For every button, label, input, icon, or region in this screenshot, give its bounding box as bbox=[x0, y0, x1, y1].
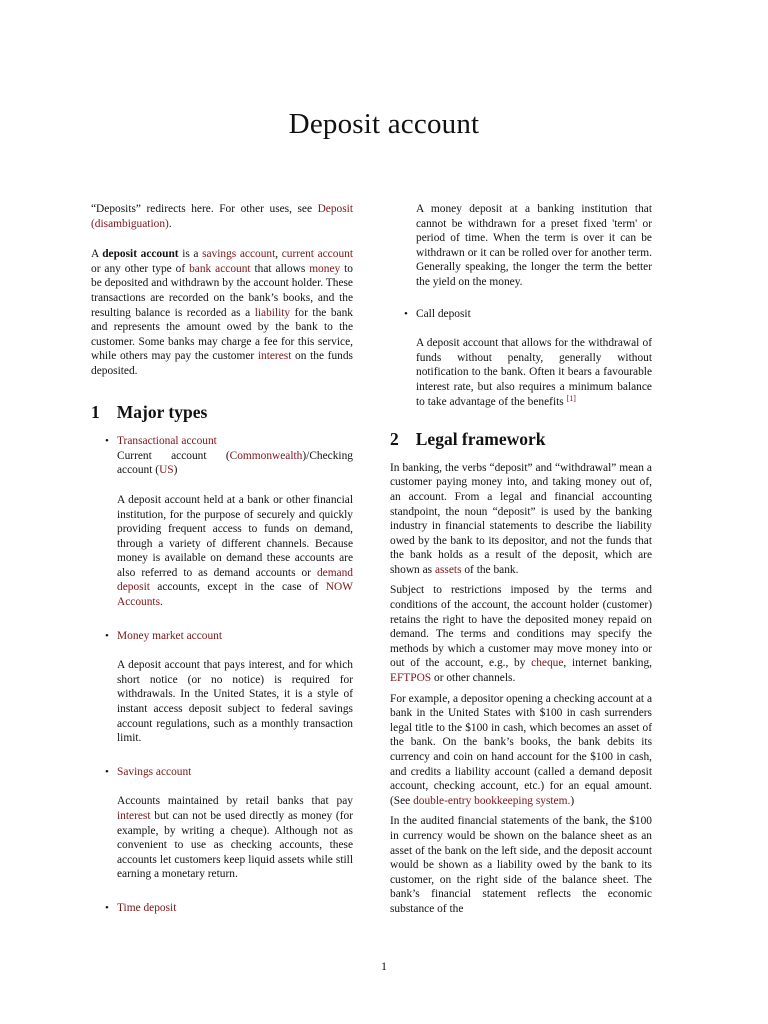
savings-description bbox=[117, 794, 353, 882]
legal-paragraph-3 bbox=[390, 692, 652, 809]
intro-text: is a bbox=[178, 248, 203, 261]
hatnote bbox=[91, 202, 353, 231]
commonwealth-link[interactable]: Commonwealth bbox=[229, 449, 303, 462]
money-link[interactable]: money bbox=[309, 262, 341, 275]
bullet-icon: • bbox=[105, 629, 109, 642]
description-text: Accounts maintained by retail banks that pay bbox=[117, 795, 353, 808]
intro-text: for the bank and represents the amount owed by the bank to the customer. Some banks may charge a fee for this service, while others may pay the customer bbox=[91, 306, 353, 363]
intro-text: A bbox=[91, 248, 103, 261]
us-link[interactable]: US bbox=[159, 464, 174, 477]
list-item-text: Current account ( bbox=[117, 449, 230, 462]
list-item-body bbox=[117, 765, 353, 780]
list-item bbox=[91, 765, 353, 780]
description-text: . bbox=[160, 596, 163, 609]
section-title: Major types bbox=[116, 401, 208, 422]
current-account-link[interactable]: current account bbox=[281, 248, 353, 261]
paragraph-text: or other channels. bbox=[431, 672, 516, 685]
legal-paragraph-2 bbox=[390, 583, 652, 685]
paragraph-text: For example, a depositor opening a checking account at a bank in the United States with $100 in cash surrenders legal title to the $100 in cash, which becomes an asset of the bank. On the bank’s books, the bank debits its currency and coin on hand account for the $100 in cash, and credits a liability account (called a demand deposit account, checking account, etc.) for an equal amount. (See bbox=[390, 692, 652, 807]
legal-paragraph-4: In the audited financial statements of the bank, the $100 in currency would be shown on the balance sheet as an asset of the bank on the left side, and the deposit account would be shown as a liability owed by the bank to its customer, on the right side of the balance sheet. The bank’s financial statement reflects the economic substance of the bbox=[390, 815, 652, 915]
intro-text: to be deposited and withdrawn by the account holder. These transactions are recorded on the bank’s books, and the resulting balance is recorded as a bbox=[91, 262, 353, 319]
description-text: but can not be used directly as money (for example, by writing a cheque). Although not as convenient to use as checking accounts, these accounts let customers keep liquid assets while still earning a monetary return. bbox=[117, 810, 353, 881]
bullet-icon: • bbox=[105, 765, 109, 778]
time-deposit-link[interactable]: Time deposit bbox=[117, 901, 177, 914]
deposit-disambiguation-link[interactable]: Deposit (disambiguation) bbox=[91, 203, 353, 230]
right-column bbox=[390, 202, 652, 917]
eftpos-link[interactable]: EFTPOS bbox=[390, 672, 432, 685]
reference-1-link[interactable]: [1] bbox=[566, 393, 576, 403]
description-text: accounts, except in the case of bbox=[149, 581, 326, 594]
intro-text: on the funds deposited. bbox=[91, 350, 353, 377]
section-heading-major-types bbox=[91, 401, 353, 422]
list-item bbox=[91, 901, 353, 916]
hatnote-suffix: . bbox=[168, 217, 172, 230]
savings-account-item-link[interactable]: Savings account bbox=[117, 765, 192, 778]
list-item bbox=[390, 307, 652, 322]
description-text: A deposit account held at a bank or other financial institution, for the purpose of securely and quickly providing frequent access to funds on demand, through a variety of different channels. Because money is available on demand these accounts are also referred to as demand accounts or bbox=[117, 493, 353, 579]
left-column bbox=[91, 202, 353, 916]
list-item-label: Call deposit bbox=[416, 307, 471, 320]
bullet-icon: • bbox=[105, 901, 109, 914]
description-text: A deposit account that allows for the withdrawal of funds without penalty, generally without notification to the bank. Often it bears a favourable interest rate, but also requires a minimum balance to take advantage of the benefits bbox=[416, 337, 652, 408]
demand-deposit-link[interactable]: demand deposit bbox=[117, 566, 353, 594]
list-item bbox=[91, 434, 353, 478]
list-item-body bbox=[117, 901, 353, 916]
intro-text: , bbox=[275, 248, 282, 261]
section-number: 1 bbox=[91, 401, 100, 422]
list-item-body bbox=[117, 629, 353, 644]
hatnote-text: “Deposits” redirects here. For other uses, see bbox=[91, 203, 318, 215]
bullet-icon: • bbox=[404, 307, 408, 320]
list-item-body bbox=[117, 434, 353, 478]
page-title: Deposit account bbox=[288, 108, 480, 140]
time-deposit-description: A money deposit at a banking institution that cannot be withdrawn for a preset fixed 'term' or period of time. When the term is over it can be withdrawn or it can be rolled over for another term. Generally speaking, the longer the term the better the yield on the money. bbox=[416, 203, 652, 288]
paragraph-text: In banking, the verbs “deposit” and “withdrawal” mean a customer paying money into, and taking money out of, an account. From a legal and financial accounting standpoint, the noun “deposit” is used by the banking industry in financial statements to describe the liability owed by the bank to its depositor, and not the funds that the bank holds as a result of the deposit, which are shown as bbox=[390, 461, 652, 576]
intro-text: or any other type of bbox=[91, 262, 190, 275]
savings-account-link[interactable]: savings account bbox=[202, 248, 276, 261]
now-accounts-link[interactable]: NOW Accounts bbox=[117, 581, 353, 609]
section-title: Legal framework bbox=[415, 429, 546, 450]
list-item-text: )/Checking account ( bbox=[117, 449, 353, 477]
assets-link[interactable]: assets bbox=[434, 563, 462, 576]
paragraph-text: , internet banking, bbox=[563, 657, 652, 670]
list-item-text: ) bbox=[173, 464, 178, 477]
legal-paragraph-1 bbox=[390, 461, 652, 578]
transactional-description bbox=[117, 493, 353, 610]
cheque-link[interactable]: cheque bbox=[531, 657, 564, 670]
section-heading-legal-framework bbox=[390, 429, 652, 450]
section-number: 2 bbox=[390, 429, 399, 450]
money-market-account-link[interactable]: Money market account bbox=[117, 629, 223, 642]
savings-interest-link[interactable]: interest bbox=[117, 810, 151, 822]
call-deposit-description bbox=[416, 336, 652, 409]
paragraph-text: ) bbox=[570, 794, 575, 807]
liability-link[interactable]: liability bbox=[254, 306, 291, 319]
page-number: 1 bbox=[381, 959, 387, 973]
intro-term: deposit account bbox=[102, 248, 179, 261]
bank-account-link[interactable]: bank account bbox=[189, 262, 251, 275]
double-entry-bookkeeping-link[interactable]: double-entry bookkeeping system. bbox=[413, 794, 571, 807]
paragraph-text: Subject to restrictions imposed by the terms and conditions of the account, the account holder (customer) retains the right to have the deposited money repaid on demand. The terms and conditions may specify the methods by which a customer may move money into or out of the account, e.g., by bbox=[390, 584, 652, 670]
intro-text: that allows bbox=[250, 262, 310, 275]
intro-paragraph bbox=[91, 247, 353, 378]
interest-link[interactable]: interest bbox=[257, 350, 292, 363]
transactional-account-link[interactable]: Transactional account bbox=[117, 435, 217, 448]
list-item bbox=[91, 629, 353, 644]
money-market-description: A deposit account that pays interest, and for which short notice (or no notice) is required for withdrawals. In the United States, it is a style of instant access deposit subject to federal savings account regulations, such as a monthly transaction limit. bbox=[117, 659, 353, 745]
paragraph-text: of the bank. bbox=[461, 563, 519, 576]
bullet-icon: • bbox=[105, 435, 109, 448]
